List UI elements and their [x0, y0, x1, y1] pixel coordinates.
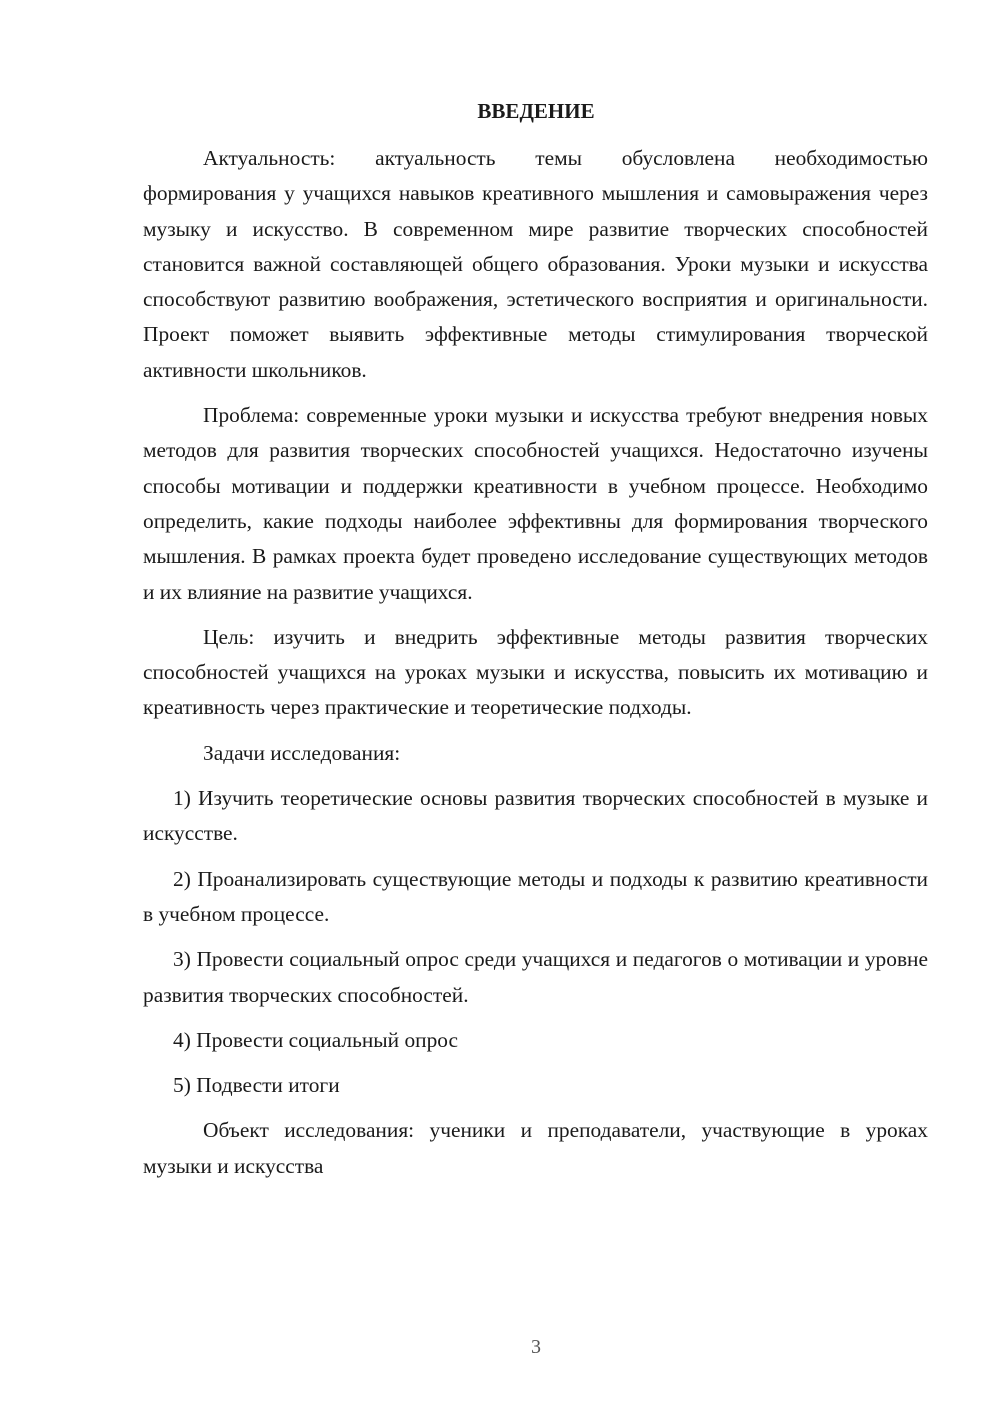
task-item-3: 3) Провести социальный опрос среди учащихся и педагогов о мотивации и уровне развития творческих способностей.: [143, 947, 928, 1007]
goal-paragraph: Цель: изучить и внедрить эффективные методы развития творческих способностей учащихся на уроках музыки и искусства, повысить их мотивацию и креативность через практические и теоретические подходы.: [143, 624, 928, 720]
task-item-4: 4) Провести социальный опрос: [173, 1027, 459, 1052]
page-number: 3: [531, 1336, 541, 1358]
tasks-heading: Задачи исследования:: [203, 740, 401, 765]
section-heading: ВВЕДЕНИЕ: [477, 99, 595, 123]
task-item-2: 2) Проанализировать существующие методы и подходы к развитию креативности в учебном процессе.: [143, 866, 928, 926]
task-item-1: 1) Изучить теоретические основы развития творческих способностей в музыке и искусстве.: [143, 786, 928, 846]
relevance-paragraph: Актуальность: актуальность темы обусловлена необходимостью формирования у учащихся навыков креативного мышления и самовыражения через музыку и искусство. В современном мире развитие творческих способностей становится важной составляющей общего образования. Уроки музыки и искусства способствуют развитию воображения, эстетического восприятия и оригинальности. Проект поможет выявить эффективные методы стимулирования творческой активности школьников.: [143, 146, 928, 382]
object-paragraph: Объект исследования: ученики и преподаватели, участвующие в уроках музыки и искусства: [143, 1118, 928, 1178]
task-item-5: 5) Подвести итоги: [173, 1073, 340, 1098]
problem-paragraph: Проблема: современные уроки музыки и искусства требуют внедрения новых методов для развития творческих способностей учащихся. Недостаточно изучены способы мотивации и поддержки креативности в учебном процессе. Необходимо определить, какие подходы наиболее эффективны для формирования творческого мышления. В рамках проекта будет проведено исследование существующих методов и их влияние на развитие учащихся.: [143, 403, 928, 604]
document-body: [143, 141, 928, 1184]
